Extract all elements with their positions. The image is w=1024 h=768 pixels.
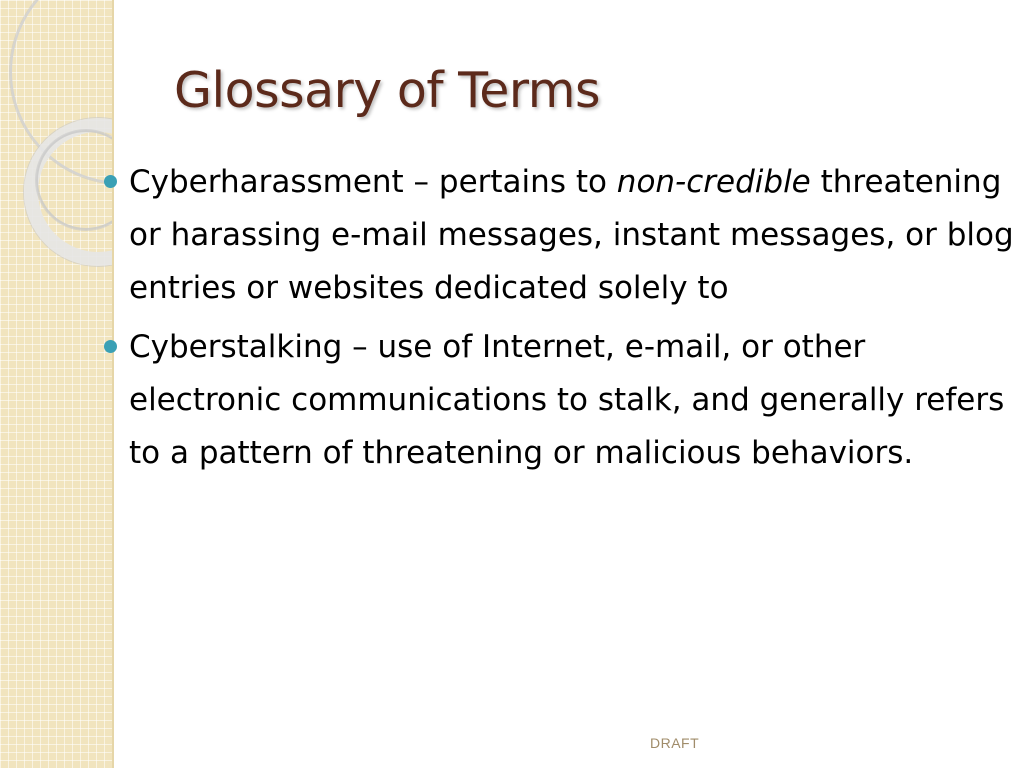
footer-draft-label: DRAFT [650,735,700,751]
slide-title: Glossary of Terms [174,62,600,119]
bullet-item-cyberstalking [104,321,1014,480]
bullet-text-continued: threatening or harassing e-mail messages, instant messages, or blog entries or websites dedicated solely to [129,164,1014,306]
bullet-dot-icon [104,175,117,188]
bullet-item-cyberharassment [104,156,1014,315]
decorative-side-band [0,0,114,768]
bullet-list [104,156,1014,486]
bullet-dot-icon [104,340,117,353]
bullet-text: Cyberharassment – pertains to [129,164,617,200]
bullet-text: Cyberstalking – use of Internet, e-mail, or other electronic communications to stalk, and generally refers to a pattern of threatening or malicious behaviors. [129,329,1005,471]
bullet-emphasis: non-credible [616,164,811,200]
